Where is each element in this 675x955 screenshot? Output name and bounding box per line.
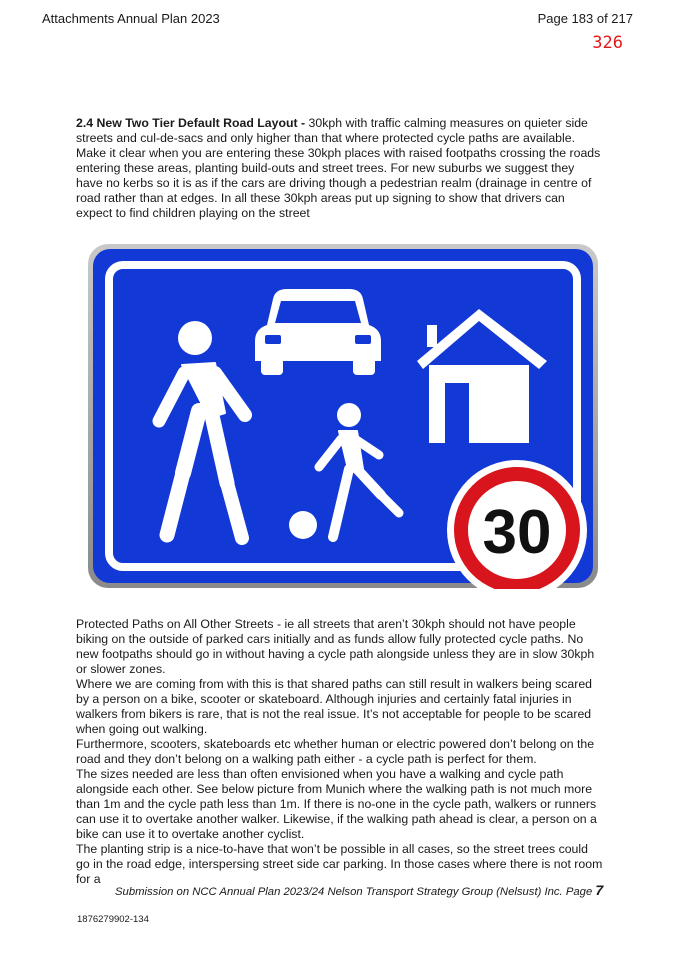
ball-icon [289, 511, 317, 539]
page-footer [115, 882, 603, 898]
paragraph-planting-strip: The planting strip is a nice-to-have that won’t be possible in all cases, so the street trees could go in the road edge, interspersing street side car parking. In those cases where there is not room for a [76, 842, 603, 886]
section-body: 30kph with traffic calming measures on quieter side streets and cul-de-sacs and only higher than that where protected cycle paths are available. Make it clear when you are entering these 30kph places with raised footpaths crossing the roads entering these areas, planting build-outs and street trees. For new suburbs we suggest they have no kerbs so it is as if the cars are driving though a pedestrian realm (drainage in centre of road rather than at edges. In all these 30kph areas put up signing to show that drivers can expect to find children playing on the street [76, 116, 601, 220]
paragraph-shared-paths: Where we are coming from with this is that shared paths can still result in walkers being scared by a person on a bike, scooter or skateboard. Although injuries and certainly fatal injuries in walkers from bikers is rare, that is not the real issue. It’s not acceptable for people to be scared when going out walking. [76, 677, 593, 736]
section-heading: 2.4 New Two Tier Default Road Layout - [76, 116, 309, 130]
paragraph-path-sizes: The sizes needed are less than often envisioned when you have a walking and cycle path alongside each other. See below picture from Munich where the walking path is not much more than 1m and the cycle path less than 1m. If there is no-one in the cycle path, walkers or runners can use it to overtake another walker. Likewise, if the walking path ahead is clear, a person on a bike can use it to overtake another cyclist. [76, 767, 597, 841]
footer-text: Submission on NCC Annual Plan 2023/24 Nelson Transport Strategy Group (Nelsust) Inc. Page [115, 886, 596, 898]
section-paragraph [76, 116, 604, 221]
page-stamp-number: 326 [592, 33, 623, 53]
document-header-title: Attachments Annual Plan 2023 [42, 11, 220, 26]
footer-page-number: 7 [595, 882, 604, 898]
page-counter: Page 183 of 217 [537, 11, 633, 26]
body-text [76, 617, 604, 887]
document-number: 1876279902-134 [77, 914, 149, 925]
living-street-sign-image [87, 243, 599, 589]
paragraph-scooters: Furthermore, scooters, skateboards etc whether human or electric powered don’t belong on the road and they don’t belong on a walking path either - a cycle path is perfect for them. [76, 737, 595, 766]
paragraph-protected-paths: Protected Paths on All Other Streets - ie all streets that aren’t 30kph should not have people biking on the outside of parked cars initially and as funds allow fully protected cycle paths. No new footpaths should go in without having a cycle path alongside unless they are in slow 30kph or slower zones. [76, 617, 595, 676]
speed-limit-value: 30 [482, 498, 552, 567]
